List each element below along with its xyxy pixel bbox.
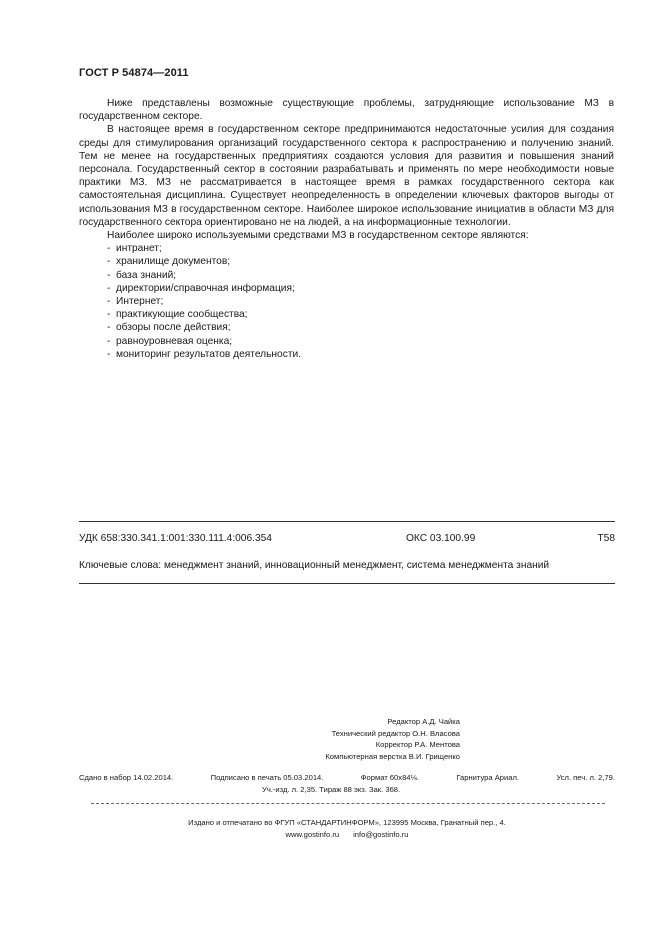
pub-sent: Сдано в набор 14.02.2014. xyxy=(79,773,174,782)
keywords: Ключевые слова: менеджмент знаний, инновационный менеджмент, система менеджмента знаний xyxy=(79,560,550,571)
divider-bottom xyxy=(79,583,615,584)
pub-format: Формат 60x84⅛. xyxy=(360,773,419,782)
credit-layout: Компьютерная верстка В.И. Грищенко xyxy=(325,751,460,761)
pub-line2: Уч.-изд. л. 2,35. Тираж 88 экз. Зак. 368. xyxy=(262,784,401,794)
list-item: - хранилище документов; xyxy=(107,256,231,268)
list-item: - база знаний; xyxy=(107,269,177,281)
udk-code: УДК 658:330.341.1:001:330.111.4:006.354 xyxy=(79,533,272,544)
printer-address: Издано и отпечатано во ФГУП «СТАНДАРТИНФОРМ», 123995 Москва, Гранатный пер., 4. xyxy=(188,818,506,827)
list-item: - практикующие сообщества; xyxy=(107,309,248,321)
divider-top xyxy=(79,521,615,522)
list-item: - интранет; xyxy=(107,243,162,255)
list-item: - директории/справочная информация; xyxy=(107,282,295,294)
list-item: - Интернет; xyxy=(107,296,164,308)
pub-signed: Подписано в печать 05.03.2014. xyxy=(210,773,324,782)
list-item: - обзоры после действия; xyxy=(107,322,231,334)
oks-code: ОКС 03.100.99 xyxy=(406,533,476,544)
printer-email-link[interactable]: info@gostinfo.ru xyxy=(353,830,409,839)
pub-font: Гарнитура Ариал. xyxy=(456,773,520,782)
paragraph-problems: Ниже представлены возможные существующие проблемы, затрудняющие использование МЗ в государственном секторе. xyxy=(79,98,614,123)
dashed-divider xyxy=(91,803,605,804)
credit-tech-editor: Технический редактор О.Н. Власова xyxy=(331,728,460,738)
standard-header: ГОСТ Р 54874—2011 xyxy=(79,67,189,79)
pub-sheets: Усл. печ. л. 2,79. xyxy=(556,773,615,782)
list-item: - мониторинг результатов деятельности. xyxy=(107,348,302,360)
main-text xyxy=(79,97,614,361)
t-code: Т58 xyxy=(597,533,615,544)
printer-website-link[interactable]: www.gostinfo.ru xyxy=(285,830,340,839)
tools-list xyxy=(79,242,614,361)
paragraph-current-state: В настоящее время в государственном секторе предпринимаются недостаточные усилия для создания среды для стимулирования организаций государственного сектора к распространению и получению знаний. Тем не менее на государственных предприятиях создаются условия для развития и повышения знаний персонала. Государственный сектор в состоянии разрабатывать и применять по мере необходимости новые практики МЗ. МЗ не рассматривается в настоящее время в рамках государственного сектора как самостоятельная дисциплина. Существует неопределенность в определении ключевых факторов выгоды от использования МЗ в государственном секторе. Наиболее широкое использование инициатив в области МЗ для государственного сектора ориентировано не на людей, а на информационные технологии. xyxy=(79,124,614,228)
credit-corrector: Корректор Р.А. Ментова xyxy=(375,740,460,750)
credit-editor: Редактор А.Д. Чайка xyxy=(387,717,460,726)
paragraph-tools-intro: Наиболее широко используемыми средствами МЗ в государственном секторе являются: xyxy=(107,230,529,242)
list-item: - равноуровневая оценка; xyxy=(107,335,233,347)
credits-block xyxy=(200,716,460,762)
publication-info xyxy=(79,772,615,795)
printer-info xyxy=(79,817,615,841)
